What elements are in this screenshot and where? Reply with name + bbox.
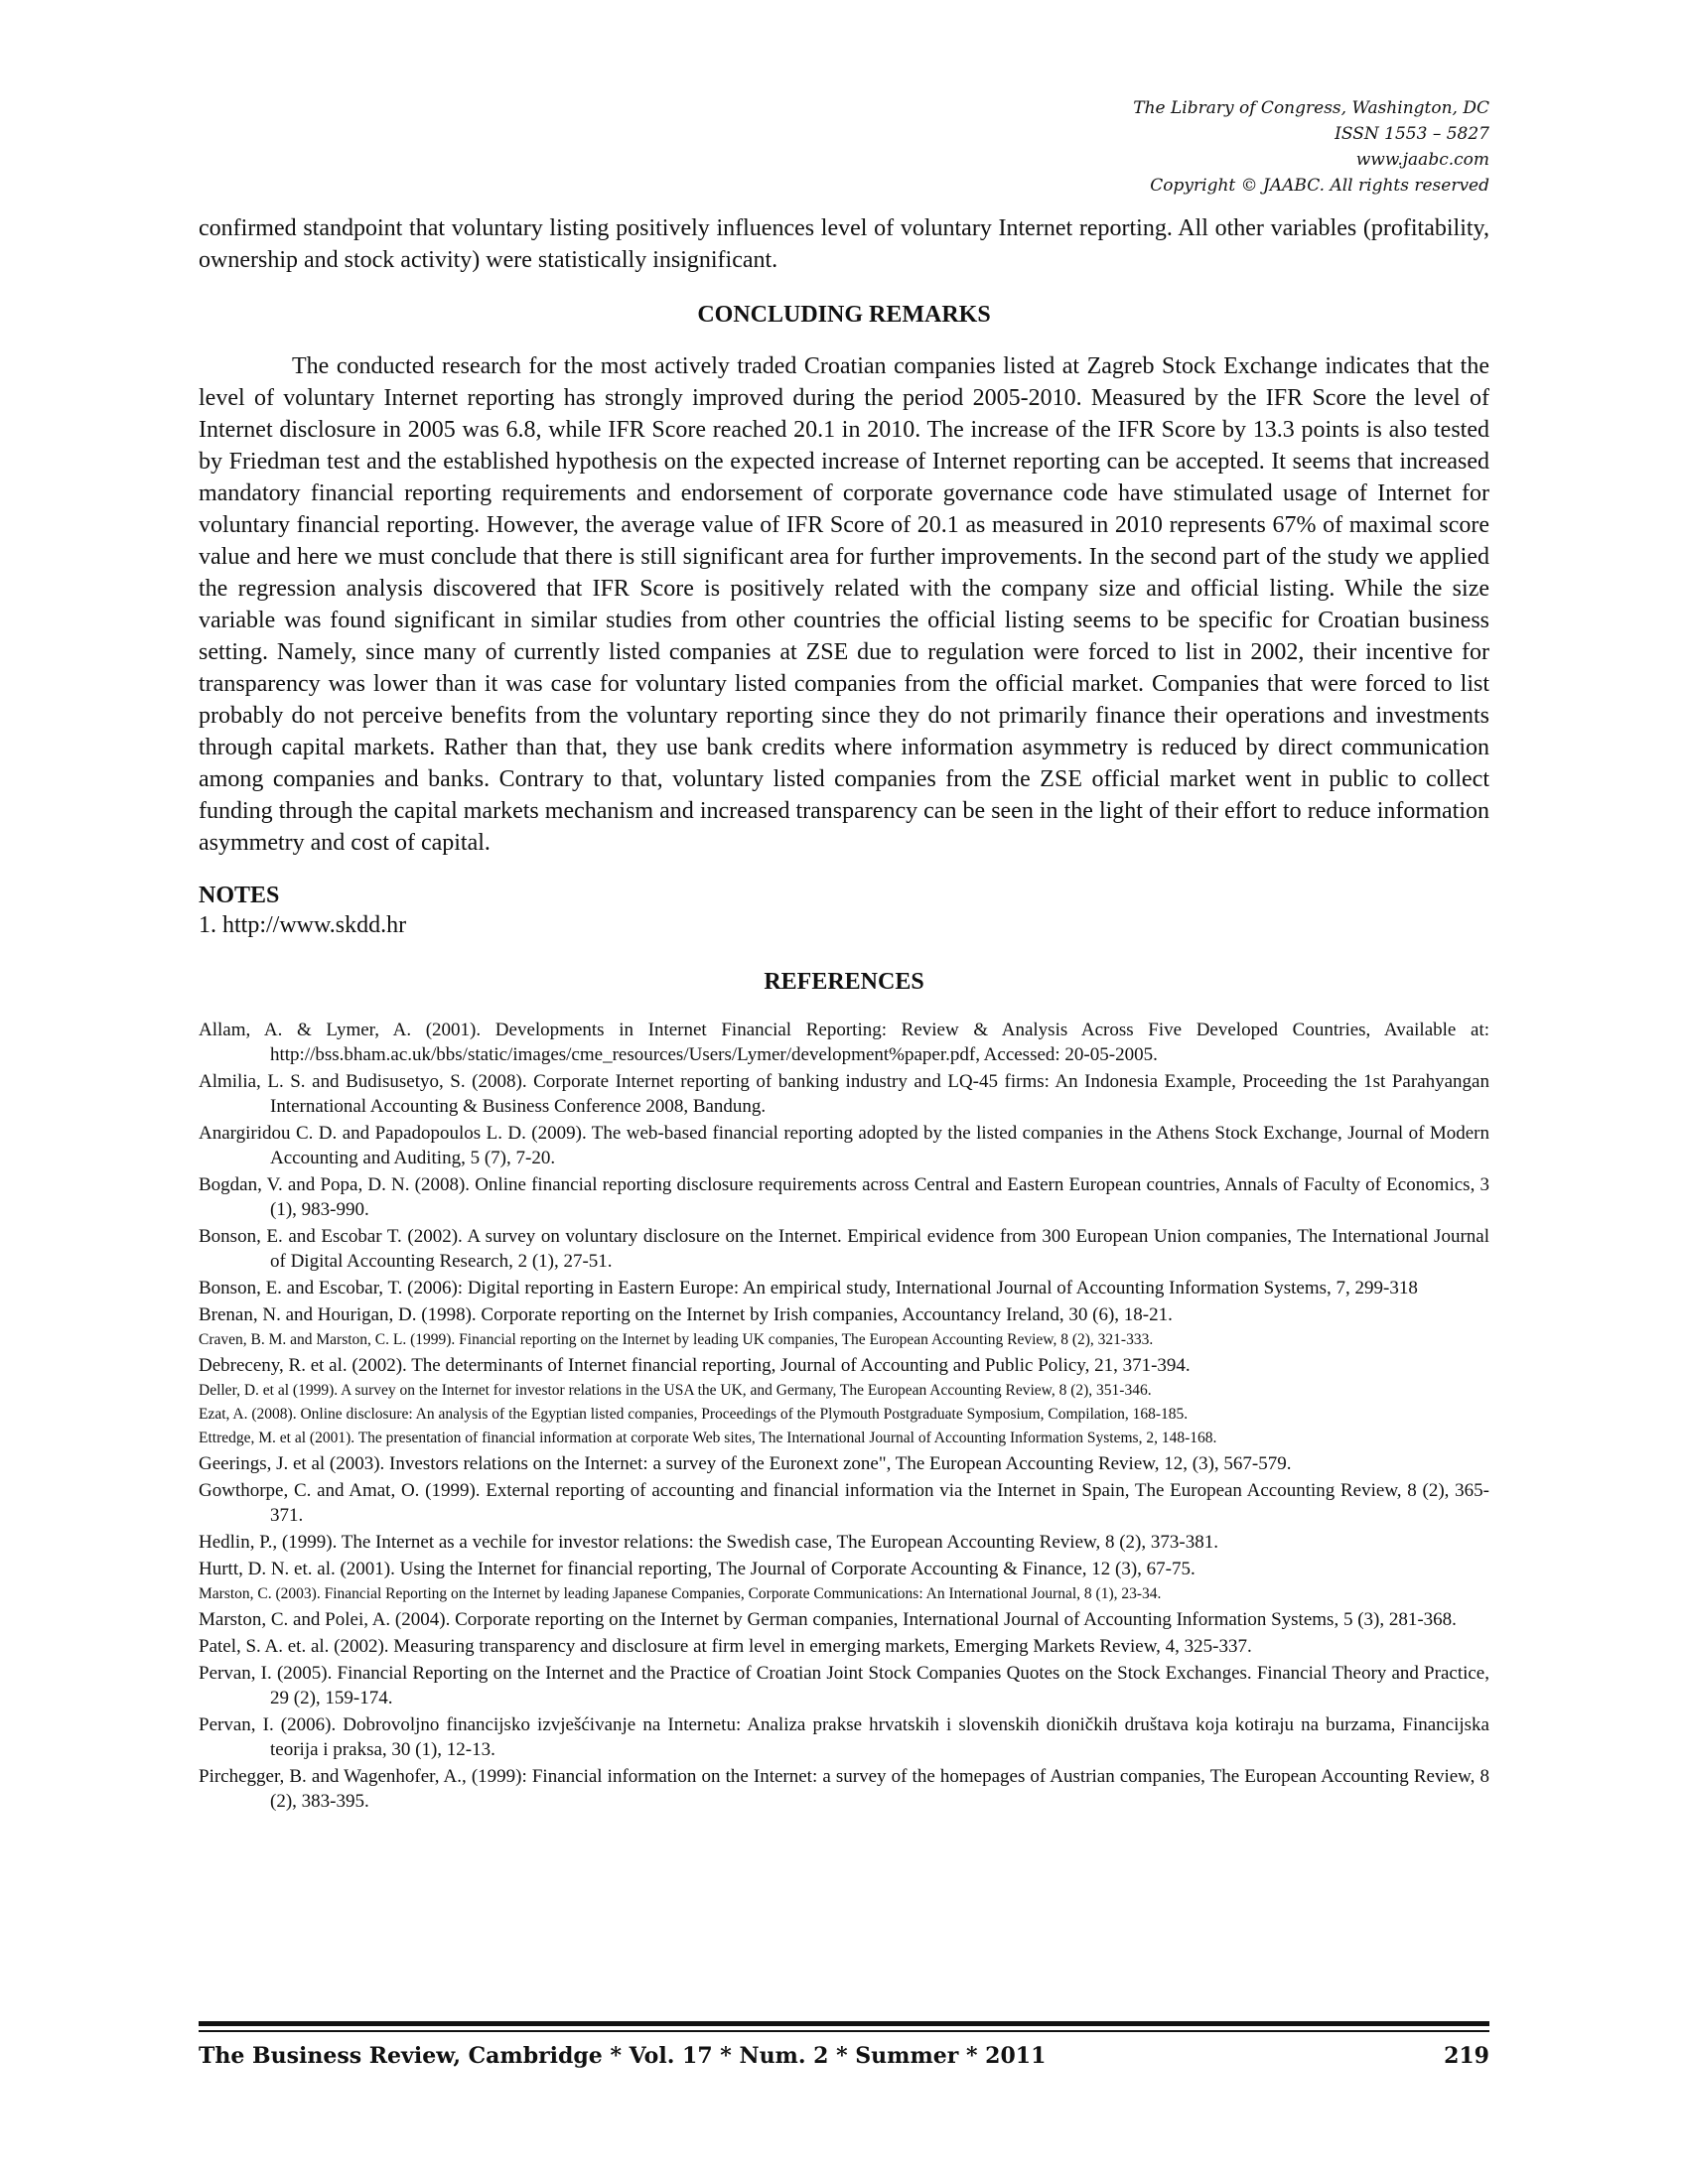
intro-paragraph: confirmed standpoint that voluntary listing positively influences level of voluntary Internet reporting. All other variables (profitability, ownership and stock activity) were statistically insignificant. bbox=[199, 215, 1489, 273]
reference-item: Patel, S. A. et. al. (2002). Measuring transparency and disclosure at firm level in emerging markets, Emerging Markets Review, 4, 325-337. bbox=[199, 1636, 1252, 1657]
reference-item: Deller, D. et al (1999). A survey on the Internet for investor relations in the USA the UK, and Germany, The European Accounting Review, 8 (2), 351-346. bbox=[199, 1382, 1152, 1399]
footer-rule-thin bbox=[199, 2030, 1489, 2032]
notes-item: 1. http://www.skdd.hr bbox=[199, 912, 407, 938]
reference-item: Pervan, I. (2006). Dobrovoljno financijsko izvješćivanje na Internetu: Analiza prakse hrvatskih i slovenskih dioničkih društava koja kotiraju na burzama, Financijska teorija i praksa, 30 (1), 12-13. bbox=[199, 1714, 1489, 1760]
reference-item: Debreceny, R. et al. (2002). The determinants of Internet financial reporting, Journal of Accounting and Public Policy, 21, 371-394. bbox=[199, 1355, 1191, 1376]
reference-item: Gowthorpe, C. and Amat, O. (1999). External reporting of accounting and financial information via the Internet in Spain, The European Accounting Review, 8 (2), 365-371. bbox=[199, 1480, 1489, 1526]
reference-item: Bogdan, V. and Popa, D. N. (2008). Online financial reporting disclosure requirements across Central and Eastern European countries, Annals of Faculty of Economics, 3 (1), 983-990. bbox=[199, 1174, 1489, 1220]
reference-item: Pirchegger, B. and Wagenhofer, A., (1999): Financial information on the Internet: a survey of the homepages of Austrian companies, The European Accounting Review, 8 (2), 383-395. bbox=[199, 1766, 1489, 1812]
reference-item: Marston, C. (2003). Financial Reporting on the Internet by leading Japanese Companies, Corporate Communications: An International Journal, 8 (1), 23-34. bbox=[199, 1585, 1162, 1602]
reference-item: Pervan, I. (2005). Financial Reporting on the Internet and the Practice of Croatian Joint Stock Companies Quotes on the Stock Exchanges. Financial Theory and Practice, 29 (2), 159-174. bbox=[199, 1663, 1489, 1708]
page-footer bbox=[199, 2043, 1489, 2069]
header-line-3: www.jaabc.com bbox=[1355, 150, 1489, 170]
reference-item: Ettredge, M. et al (2001). The presentation of financial information at corporate Web sites, The International Journal of Accounting Information Systems, 2, 148-168. bbox=[199, 1430, 1217, 1446]
reference-item: Marston, C. and Polei, A. (2004). Corporate reporting on the Internet by German companies, International Journal of Accounting Information Systems, 5 (3), 281-368. bbox=[199, 1609, 1457, 1630]
header-line-1: The Library of Congress, Washington, DC bbox=[1133, 98, 1489, 118]
reference-item: Almilia, L. S. and Budisusetyo, S. (2008). Corporate Internet reporting of banking industry and LQ-45 firms: An Indonesia Example, Proceeding the 1st Parahyangan International Accounting & Business Conference 2008, Bandung. bbox=[199, 1071, 1489, 1117]
page-number: 219 bbox=[1444, 2043, 1489, 2069]
reference-item: Bonson, E. and Escobar T. (2002). A survey on voluntary disclosure on the Internet. Empirical evidence from 300 European Union companies, The International Journal of Digital Accounting Research, 2 (1), 27-51. bbox=[199, 1226, 1489, 1272]
reference-item: Anargiridou C. D. and Papadopoulos L. D. (2009). The web-based financial reporting adopted by the listed companies in the Athens Stock Exchange, Journal of Modern Accounting and Auditing, 5 (7), 7-20. bbox=[199, 1123, 1489, 1168]
reference-item: Hurtt, D. N. et. al. (2001). Using the Internet for financial reporting, The Journal of Corporate Accounting & Finance, 12 (3), 67-75. bbox=[199, 1559, 1196, 1579]
header-line-2: ISSN 1553 – 5827 bbox=[1335, 124, 1489, 144]
reference-item: Bonson, E. and Escobar, T. (2006): Digital reporting in Eastern Europe: An empirical study, International Journal of Accounting Information Systems, 7, 299-318 bbox=[199, 1278, 1418, 1298]
reference-item: Brenan, N. and Hourigan, D. (1998). Corporate reporting on the Internet by Irish companies, Accountancy Ireland, 30 (6), 18-21. bbox=[199, 1304, 1173, 1325]
page-body bbox=[199, 212, 1489, 1816]
footer-journal: The Business Review, Cambridge * Vol. 17 * Num. 2 * Summer * 2011 bbox=[199, 2043, 1047, 2069]
concluding-remarks-heading: CONCLUDING REMARKS bbox=[697, 302, 991, 328]
reference-item: Geerings, J. et al (2003). Investors relations on the Internet: a survey of the Euronext zone", The European Accounting Review, 12, (3), 567-579. bbox=[199, 1453, 1292, 1474]
reference-item: Allam, A. & Lymer, A. (2001). Developments in Internet Financial Reporting: Review & Analysis Across Five Developed Countries, Available at: http://bss.bham.ac.uk/bbs/static/images/cme_resources/Users/Lymer/development%paper.pdf, Accessed: 20-05-2005. bbox=[199, 1020, 1489, 1065]
reference-item: Ezat, A. (2008). Online disclosure: An analysis of the Egyptian listed companies, Proceedings of the Plymouth Postgraduate Symposium, Compilation, 168-185. bbox=[199, 1406, 1189, 1423]
footer-rule-thick bbox=[199, 2021, 1489, 2026]
header-line-4: Copyright © JAABC. All rights reserved bbox=[1150, 176, 1489, 196]
reference-item: Hedlin, P., (1999). The Internet as a vechile for investor relations: the Swedish case, The European Accounting Review, 8 (2), 373-381. bbox=[199, 1532, 1218, 1553]
running-header bbox=[1133, 95, 1489, 199]
references-heading: REFERENCES bbox=[764, 969, 924, 995]
reference-list bbox=[199, 1018, 1489, 1814]
reference-item: Craven, B. M. and Marston, C. L. (1999). Financial reporting on the Internet by leading UK companies, The European Accounting Review, 8 (2), 321-333. bbox=[199, 1331, 1154, 1348]
concluding-remarks-paragraph: The conducted research for the most actively traded Croatian companies listed at Zagreb Stock Exchange indicates that the level of voluntary Internet reporting has strongly improved during the period 2005-2010. Measured by the IFR Score the level of Internet disclosure in 2005 was 6.8, while IFR Score reached 20.1 in 2010. The increase of the IFR Score by 13.3 points is also tested by Friedman test and the established hypothesis on the expected increase of Internet reporting can be accepted. It seems that increased mandatory financial reporting requirements and endorsement of corporate governance code have stimulated usage of Internet for voluntary financial reporting. However, the average value of IFR Score of 20.1 as measured in 2010 represents 67% of maximal score value and here we must conclude that there is still significant area for further improvements. In the second part of the study we applied the regression analysis discovered that IFR Score is positively related with the company size and official listing. While the size variable was found significant in similar studies from other countries the official listing seems to be specific for Croatian business setting. Namely, since many of currently listed companies at ZSE due to regulation were forced to list in 2002, their incentive for transparency was lower than it was case for voluntary listed companies from the official market. Companies that were forced to list probably do not perceive benefits from the voluntary reporting since they do not primarily finance their operations and investments through capital markets. Rather than that, they use bank credits where information asymmetry is reduced by direct communication among companies and banks. Contrary to that, voluntary listed companies from the ZSE official market went in public to collect funding through the capital markets mechanism and increased transparency can be seen in the light of their effort to reduce information asymmetry and cost of capital. bbox=[199, 353, 1489, 856]
notes-heading: NOTES bbox=[199, 883, 280, 908]
